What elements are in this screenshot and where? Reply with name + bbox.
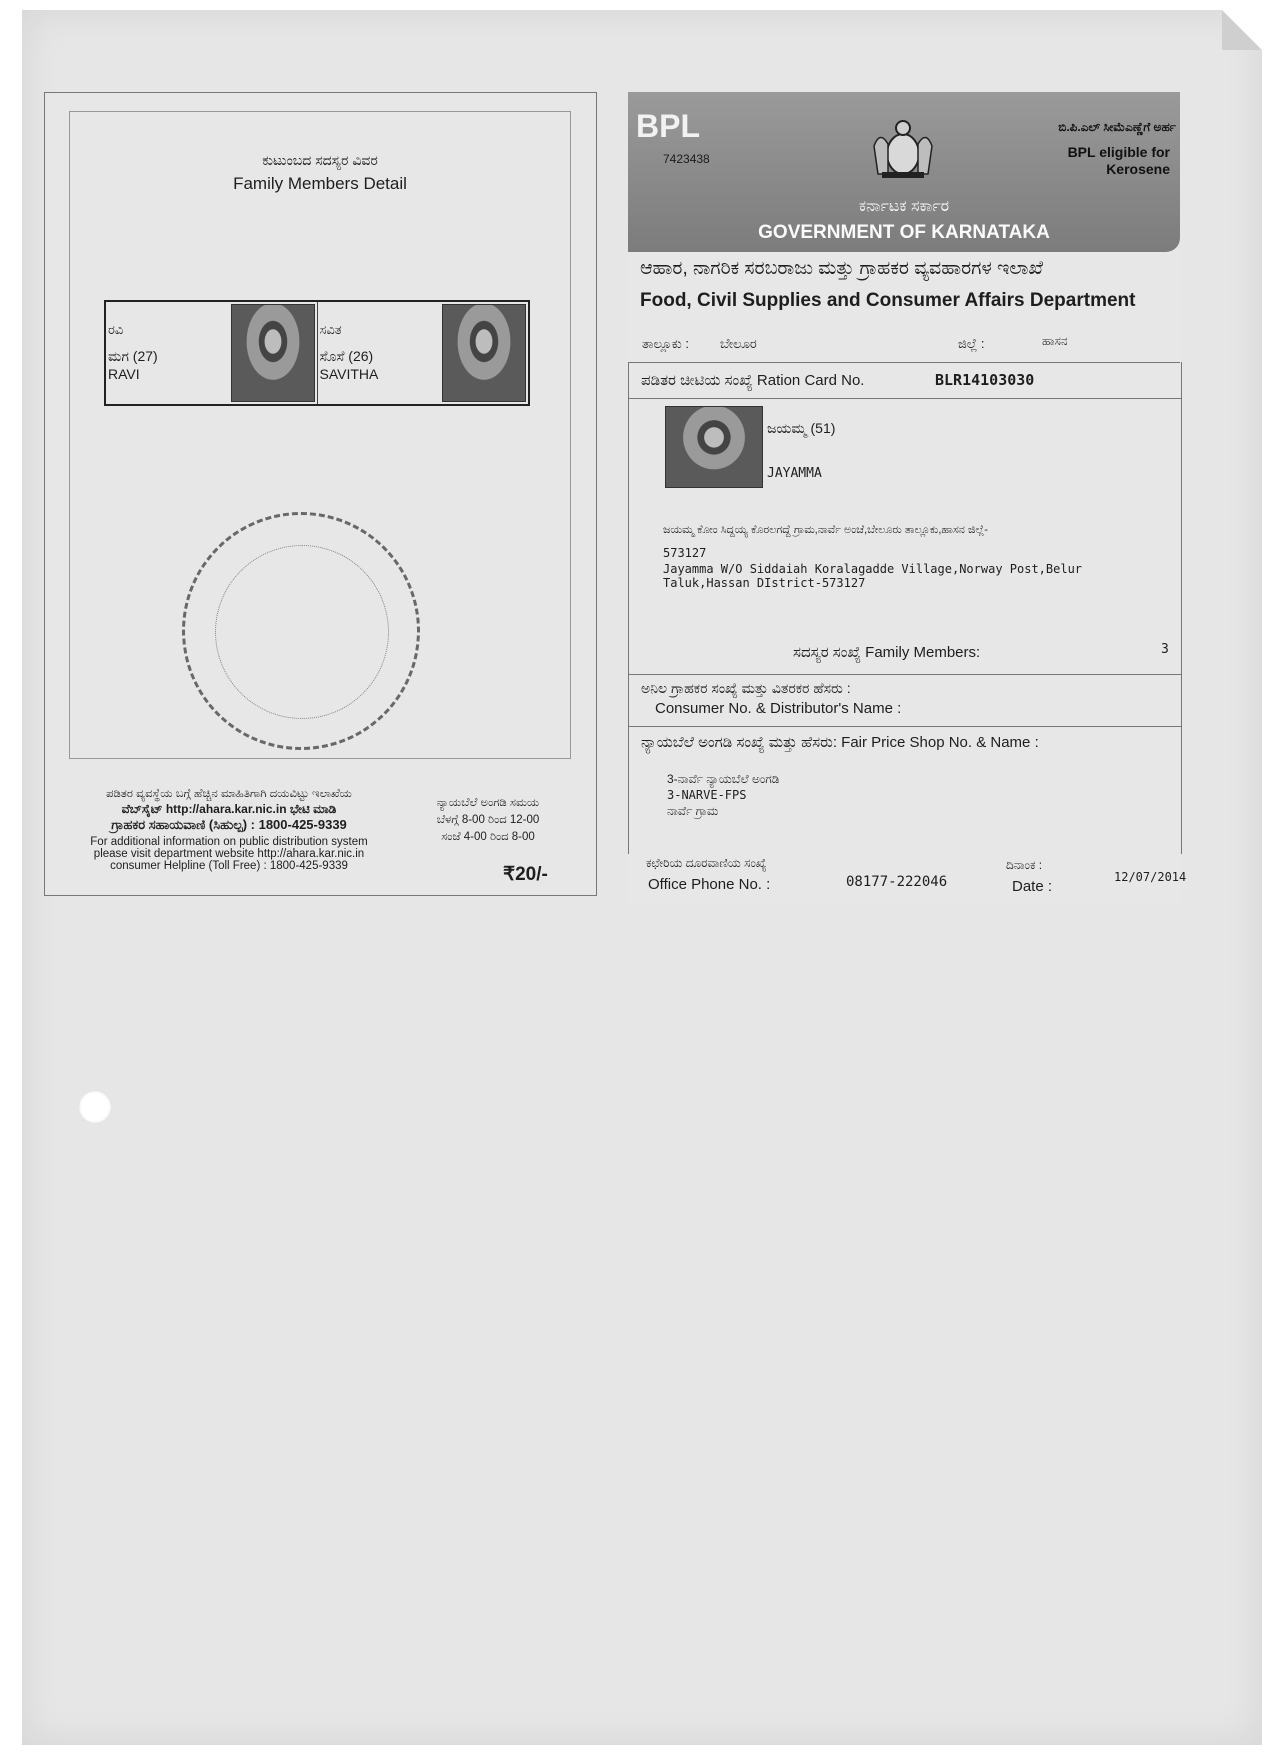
- family-members-count: 3: [1161, 642, 1169, 657]
- family-title: Family Members Detail: [233, 174, 407, 193]
- card-price: ₹20/-: [503, 864, 548, 885]
- head-of-family-block: [628, 398, 1182, 675]
- district-label: ಜಿಲ್ಲೆ :: [958, 336, 985, 351]
- timing-evening: ಸಂಜೆ 4-00 ರಿಂದ 8-00: [441, 831, 535, 843]
- ration-card-row: [628, 362, 1182, 399]
- head-name-kannada: ಜಯಮ್ಮ (51): [767, 420, 836, 436]
- office-phone-kannada: ಕಛೇರಿಯ ದೂರವಾಣಿಯ ಸಂಖ್ಯೆ: [646, 856, 767, 870]
- office-seal-stamp: [182, 512, 420, 750]
- address-line1: Jayamma W/O Siddaiah Koralagadde Village,Norway Post,Belur: [663, 562, 1083, 576]
- fps-line2: 3-NARVE-FPS: [667, 788, 747, 802]
- department-kannada: ಆಹಾರ, ನಾಗರಿಕ ಸರಬರಾಜು ಮತ್ತು ಗ್ರಾಹಕರ ವ್ಯವಹಾರಗಳ ಇಲಾಖೆ: [640, 258, 1044, 279]
- timing-morning: ಬೆಳಗ್ಗೆ 8-00 ರಿಂದ 12-00: [436, 814, 540, 826]
- member-relation-age: ಮಗ (27): [108, 348, 158, 364]
- government-title: GOVERNMENT OF KARNATAKA: [758, 222, 1050, 243]
- member-photo: [231, 304, 315, 402]
- office-date-row: [628, 854, 1187, 902]
- ration-card-number: BLR14103030: [935, 371, 1035, 389]
- district-value: ಹಾಸನ: [1042, 334, 1068, 348]
- date-kannada: ದಿನಾಂಕ :: [1006, 858, 1043, 872]
- family-title-kannada: ಕುಟುಂಬದ ಸದಸ್ಯರ ವಿವರ: [262, 152, 378, 168]
- stamp-inner-ring: [215, 545, 389, 719]
- member-name: SAVITHA: [319, 366, 379, 382]
- card-serial-number: 7423438: [663, 152, 710, 166]
- karnataka-emblem-icon: [868, 116, 938, 180]
- member-name: RAVI: [108, 366, 140, 382]
- folded-corner: [1222, 10, 1262, 50]
- info-kannada-line2: ವೆಬ್‌ಸೈಟ್ http://ahara.kar.nic.in ಭೇಟಿ ಮಾಡಿ: [121, 802, 337, 816]
- consumer-row: [628, 674, 1182, 727]
- punch-hole-bottom: [78, 1090, 112, 1124]
- address-line2: Taluk,Hassan DIstrict-573127: [663, 576, 866, 590]
- member-photo: [442, 304, 526, 402]
- fps-label: ನ್ಯಾಯಬೆಲೆ ಅಂಗಡಿ ಸಂಖ್ಯೆ ಮತ್ತು ಹೆಸರು: Fair Price Shop No. & Name :: [641, 734, 1039, 751]
- member-relation-age: ಸೊಸೆ (26): [319, 348, 374, 364]
- ration-card-front: [628, 92, 1187, 906]
- info-english-line2: please visit department website http://ahara.kar.nic.in: [93, 848, 365, 860]
- info-kannada-line3: ಗ್ರಾಹಕರ ಸಹಾಯವಾಣಿ (ಸಿಹುಲ್ಪ) : 1800-425-9339: [111, 817, 347, 832]
- info-footer: [69, 787, 389, 872]
- ration-card-label: ಪಡಿತರ ಚೀಟಿಯ ಸಂಖ್ಯೆ Ration Card No.: [641, 372, 865, 389]
- header-banner: [628, 92, 1180, 252]
- bpl-eligible-kannada: ಬಿ.ಪಿ.ಎಲ್ ಸೀಮೆಎಣ್ಣೆಗೆ ಅರ್ಹ: [1058, 120, 1176, 134]
- head-photo: [665, 406, 763, 488]
- consumer-label-kannada: ಅನಿಲ ಗ್ರಾಹಕರ ಸಂಖ್ಯೆ ಮತ್ತು ವಿತರಕರ ಹೆಸರು :: [641, 680, 851, 696]
- card-category: BPL: [636, 108, 700, 144]
- department-name: Food, Civil Supplies and Consumer Affairs Department: [640, 290, 1136, 311]
- family-members-label: ಸದಸ್ಯರ ಸಂಖ್ಯೆ Family Members:: [793, 644, 981, 661]
- address-kannada: ಜಯಮ್ಮ ಕೋಂ ಸಿದ್ದಯ್ಯ ಕೊರಲಗದ್ದೆ ಗ್ರಾಮ,ನಾರ್ವೆ ಅಂಚೆ,ಬೇಲೂರು ತಾಲ್ಲೂಕು,ಹಾಸನ ಜಿಲ್ಲೆ-: [663, 524, 988, 536]
- date-label: Date :: [1012, 878, 1053, 895]
- member-name-kannada: ಸವಿತ: [319, 322, 342, 337]
- head-name: JAYAMMA: [767, 466, 822, 481]
- fps-line3: ನಾರ್ವೆ ಗ್ರಾಮ: [667, 804, 719, 818]
- issue-date: 12/07/2014: [1114, 870, 1187, 884]
- government-kannada: ಕರ್ನಾಟಕ ಸರ್ಕಾರ: [858, 198, 950, 215]
- bpl-eligible-note: BPL eligible for Kerosene: [1067, 144, 1170, 177]
- office-phone-number: 08177-222046: [846, 874, 948, 890]
- ration-card-back: [44, 92, 597, 896]
- info-kannada-line1: ಪಡಿತರ ವ್ಯವಸ್ಥೆಯ ಬಗ್ಗೆ ಹೆಚ್ಚಿನ ಮಾಹಿತಿಗಾಗಿ ದಯವಿಟ್ಟು ಇಲಾಖೆಯ: [106, 788, 352, 800]
- info-english-line1: For additional information on public distribution system: [90, 836, 368, 848]
- taluk-value: ಬೇಲೂರ: [720, 336, 757, 351]
- member-ravi: [106, 302, 317, 404]
- consumer-label: Consumer No. & Distributor's Name :: [655, 700, 902, 717]
- info-english-line3: consumer Helpline (Toll Free) : 1800-425-9339: [110, 860, 348, 872]
- shop-timing: [418, 795, 558, 846]
- taluk-label: ತಾಲ್ಲೂಕು :: [642, 336, 689, 351]
- address-kannada-pin: 573127: [663, 546, 707, 560]
- taluk-district-row: [628, 324, 1180, 363]
- member-name-kannada: ರವಿ: [108, 322, 124, 337]
- timing-title: ನ್ಯಾಯಬೆಲೆ ಅಂಗಡಿ ಸಮಯ: [436, 797, 540, 809]
- family-members-panel: [69, 111, 571, 759]
- family-members-table: [104, 300, 530, 406]
- fair-price-shop-row: [628, 726, 1182, 854]
- member-savitha: [317, 302, 529, 404]
- fps-line1: 3-ನಾರ್ವೆ ನ್ಯಾಯಬೆಲೆ ಅಂಗಡಿ: [667, 772, 780, 786]
- office-phone-label: Office Phone No. :: [648, 876, 771, 893]
